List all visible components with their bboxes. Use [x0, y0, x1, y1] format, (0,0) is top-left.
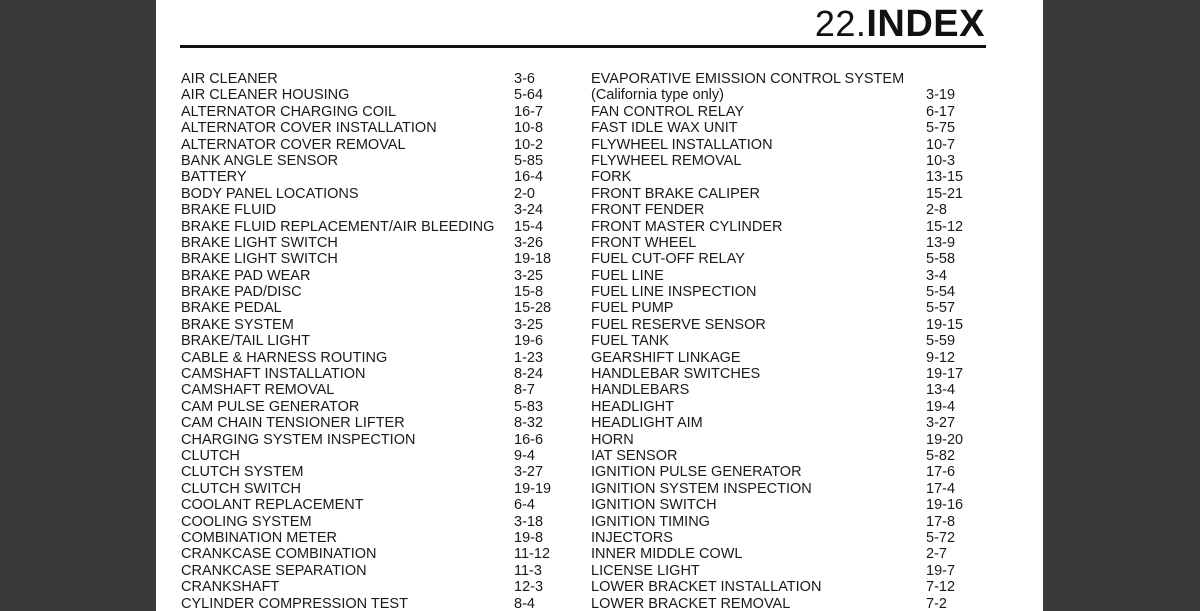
index-page-ref: 17-8 [926, 513, 956, 530]
page-title [815, 2, 985, 46]
index-page-ref: 5-58 [926, 251, 956, 268]
index-entry [181, 71, 561, 87]
index-entry [181, 399, 561, 415]
index-entry [181, 153, 561, 169]
index-entry [181, 251, 561, 267]
index-page-ref: 7-2 [926, 595, 947, 611]
index-page-ref: 8-32 [514, 415, 544, 432]
index-page-ref: 3-18 [514, 513, 544, 530]
index-entry [591, 120, 971, 136]
index-term: CAMSHAFT REMOVAL [181, 382, 335, 399]
index-page-ref: 19-8 [514, 529, 544, 546]
index-entry [591, 481, 971, 497]
index-entry [181, 317, 561, 333]
index-page-ref: 5-85 [514, 152, 544, 169]
index-term: FRONT FENDER [591, 202, 705, 219]
index-page-ref: 2-7 [926, 546, 947, 563]
index-page-ref: 3-4 [926, 267, 947, 284]
index-entry [591, 268, 971, 284]
index-entry [181, 579, 561, 595]
index-entry [181, 235, 561, 251]
index-term: FLYWHEEL REMOVAL [591, 152, 742, 169]
title-rule [180, 45, 986, 48]
index-term: GEARSHIFT LINKAGE [591, 349, 741, 366]
index-term: CRANKCASE SEPARATION [181, 562, 367, 579]
index-page-ref: 3-24 [514, 202, 544, 219]
index-entry [591, 546, 971, 562]
index-page-ref: 3-26 [514, 234, 544, 251]
index-term: CLUTCH SYSTEM [181, 464, 304, 481]
index-entry [591, 104, 971, 120]
index-term: FAN CONTROL RELAY [591, 103, 745, 120]
index-entry [181, 481, 561, 497]
index-page-ref: 3-25 [514, 267, 544, 284]
index-entry [181, 350, 561, 366]
index-term: LOWER BRACKET INSTALLATION [591, 579, 822, 596]
index-page-ref: 3-25 [514, 316, 544, 333]
index-term: HEADLIGHT [591, 398, 674, 415]
index-page-ref: 12-3 [514, 579, 544, 596]
index-term: CRANKSHAFT [181, 579, 280, 596]
index-entry [181, 137, 561, 153]
index-page-ref: 11-3 [514, 562, 542, 579]
index-entry [591, 202, 971, 218]
index-entry [591, 579, 971, 595]
index-term: CAMSHAFT INSTALLATION [181, 366, 366, 383]
index-term: HORN [591, 431, 634, 448]
index-term: CHARGING SYSTEM INSPECTION [181, 431, 416, 448]
index-page-ref: 9-4 [514, 447, 535, 464]
index-page-ref: 19-4 [926, 398, 956, 415]
index-page-ref: 5-54 [926, 284, 956, 301]
index-page-ref: 5-75 [926, 120, 956, 137]
index-entry [181, 464, 561, 480]
index-entry [181, 432, 561, 448]
index-entry [591, 399, 971, 415]
index-page-ref: 10-2 [514, 136, 544, 153]
index-page-ref: 1-23 [514, 349, 544, 366]
index-entry [181, 448, 561, 464]
index-term: INNER MIDDLE COWL [591, 546, 743, 563]
index-term: CRANKCASE COMBINATION [181, 546, 377, 563]
index-page-ref: 15-28 [514, 300, 552, 317]
index-term: BRAKE FLUID REPLACEMENT/AIR BLEEDING [181, 218, 495, 235]
index-page-ref: 8-4 [514, 595, 535, 611]
index-entry [591, 350, 971, 366]
index-entry [591, 563, 971, 579]
index-term: AIR CLEANER HOUSING [181, 87, 350, 104]
index-term: ALTERNATOR COVER REMOVAL [181, 136, 406, 153]
index-entry [181, 219, 561, 235]
index-entry [591, 432, 971, 448]
index-page-ref: 9-12 [926, 349, 956, 366]
index-term: CLUTCH SWITCH [181, 480, 302, 497]
index-term: IAT SENSOR [591, 447, 678, 464]
index-term: INJECTORS [591, 529, 673, 546]
index-term: AIR CLEANER [181, 71, 278, 87]
index-page-ref: 11-12 [514, 546, 551, 563]
index-entry [181, 546, 561, 562]
index-page-ref: 5-83 [514, 398, 544, 415]
index-entry [181, 268, 561, 284]
index-page-ref: 16-7 [514, 103, 544, 120]
index-entry [591, 514, 971, 530]
index-term: HEADLIGHT AIM [591, 415, 703, 432]
document-page [156, 0, 1043, 611]
index-entry [591, 530, 971, 546]
chapter-title: INDEX [866, 3, 985, 45]
index-page-ref: 3-19 [926, 87, 956, 104]
index-page-ref: 15-12 [926, 218, 964, 235]
index-entry [591, 71, 971, 87]
index-page-ref: 15-21 [926, 185, 964, 202]
index-page-ref: 3-27 [514, 464, 544, 481]
index-entry [591, 87, 971, 103]
index-entry [181, 530, 561, 546]
index-page-ref: 13-4 [926, 382, 956, 399]
index-page-ref: 15-8 [514, 284, 544, 301]
index-entry [181, 104, 561, 120]
index-term: BRAKE/TAIL LIGHT [181, 333, 310, 350]
index-term: LOWER BRACKET REMOVAL [591, 595, 791, 611]
index-term: FAST IDLE WAX UNIT [591, 120, 738, 137]
index-term: BRAKE LIGHT SWITCH [181, 251, 338, 268]
index-entry [181, 366, 561, 382]
index-term: BRAKE LIGHT SWITCH [181, 234, 338, 251]
index-entry [591, 235, 971, 251]
index-page-ref: 8-7 [514, 382, 535, 399]
index-entry [591, 251, 971, 267]
index-page-ref: 3-27 [926, 415, 956, 432]
index-term: (California type only) [591, 87, 724, 104]
index-page-ref: 10-7 [926, 136, 956, 153]
index-entry [591, 596, 971, 611]
index-term: CABLE & HARNESS ROUTING [181, 349, 388, 366]
index-term: CLUTCH [181, 447, 240, 464]
index-entry [181, 596, 561, 611]
index-term: BATTERY [181, 169, 247, 186]
index-entry [591, 333, 971, 349]
index-term: ALTERNATOR COVER INSTALLATION [181, 120, 437, 137]
index-term: FUEL LINE INSPECTION [591, 284, 757, 301]
index-page-ref: 16-6 [514, 431, 544, 448]
index-term: BRAKE SYSTEM [181, 316, 294, 333]
index-term: CAM CHAIN TENSIONER LIFTER [181, 415, 405, 432]
index-term: FUEL CUT-OFF RELAY [591, 251, 745, 268]
index-entry [591, 169, 971, 185]
index-page-ref: 8-24 [514, 366, 544, 383]
index-term: FRONT MASTER CYLINDER [591, 218, 783, 235]
index-page-ref: 5-57 [926, 300, 956, 317]
index-entry [181, 514, 561, 530]
index-entry [591, 137, 971, 153]
index-entry [181, 300, 561, 316]
index-entry [181, 202, 561, 218]
index-page-ref: 19-19 [514, 480, 552, 497]
index-term: FRONT WHEEL [591, 234, 697, 251]
index-entry [181, 87, 561, 103]
index-page-ref: 19-18 [514, 251, 552, 268]
index-column-right [591, 71, 971, 611]
index-page-ref: 6-17 [926, 103, 956, 120]
index-entry [591, 448, 971, 464]
index-page-ref: 7-12 [926, 579, 956, 596]
index-term: BODY PANEL LOCATIONS [181, 185, 359, 202]
index-term: ALTERNATOR CHARGING COIL [181, 103, 397, 120]
index-page-ref: 2-0 [514, 185, 535, 202]
index-page-ref: 10-3 [926, 152, 956, 169]
index-term: FUEL LINE [591, 267, 664, 284]
index-entry [591, 464, 971, 480]
index-entry [181, 120, 561, 136]
index-page-ref: 17-4 [926, 480, 956, 497]
index-page-ref: 17-6 [926, 464, 956, 481]
index-term: EVAPORATIVE EMISSION CONTROL SYSTEM [591, 71, 905, 87]
index-page-ref: 5-82 [926, 447, 956, 464]
index-term: FORK [591, 169, 632, 186]
index-page-ref: 6-4 [514, 497, 535, 514]
index-page-ref: 19-7 [926, 562, 956, 579]
index-page-ref: 16-4 [514, 169, 544, 186]
index-entry [591, 415, 971, 431]
index-entry [181, 563, 561, 579]
index-term: IGNITION SWITCH [591, 497, 717, 514]
index-page-ref: 19-17 [926, 366, 964, 383]
index-term: FRONT BRAKE CALIPER [591, 185, 760, 202]
index-entry [181, 497, 561, 513]
index-entry [181, 284, 561, 300]
index-page-ref: 19-15 [926, 316, 964, 333]
index-term: FUEL TANK [591, 333, 669, 350]
index-term: CAM PULSE GENERATOR [181, 398, 360, 415]
index-entry [591, 300, 971, 316]
index-term: BRAKE FLUID [181, 202, 277, 219]
index-entry [181, 186, 561, 202]
index-page-ref: 13-9 [926, 234, 956, 251]
index-entry [591, 219, 971, 235]
index-page-ref: 19-16 [926, 497, 964, 514]
index-page-ref: 19-6 [514, 333, 544, 350]
index-term: COOLING SYSTEM [181, 513, 312, 530]
index-term: COOLANT REPLACEMENT [181, 497, 364, 514]
index-entry [591, 284, 971, 300]
index-entry [591, 382, 971, 398]
index-entry [591, 317, 971, 333]
index-entry [181, 415, 561, 431]
index-term: HANDLEBAR SWITCHES [591, 366, 761, 383]
index-entry [181, 382, 561, 398]
index-term: BRAKE PAD/DISC [181, 284, 302, 301]
chapter-number: 22. [814, 3, 867, 44]
index-page-ref: 13-15 [926, 169, 964, 186]
index-column-left [181, 71, 561, 611]
index-term: CYLINDER COMPRESSION TEST [181, 595, 408, 611]
index-term: IGNITION SYSTEM INSPECTION [591, 480, 812, 497]
index-term: COMBINATION METER [181, 529, 338, 546]
index-term: IGNITION TIMING [591, 513, 710, 530]
index-term: BRAKE PAD WEAR [181, 267, 311, 284]
index-entry [591, 497, 971, 513]
index-term: LICENSE LIGHT [591, 562, 700, 579]
index-page-ref: 2-8 [926, 202, 947, 219]
index-term: BANK ANGLE SENSOR [181, 152, 339, 169]
index-page-ref: 3-6 [514, 71, 535, 87]
index-entry [591, 186, 971, 202]
index-term: FUEL PUMP [591, 300, 674, 317]
index-page-ref: 15-4 [514, 218, 544, 235]
index-term: FUEL RESERVE SENSOR [591, 316, 766, 333]
index-entry [181, 333, 561, 349]
index-page-ref: 19-20 [926, 431, 964, 448]
index-entry [591, 153, 971, 169]
index-page-ref: 10-8 [514, 120, 544, 137]
index-entry [591, 366, 971, 382]
index-term: FLYWHEEL INSTALLATION [591, 136, 773, 153]
index-term: HANDLEBARS [591, 382, 690, 399]
index-term: BRAKE PEDAL [181, 300, 282, 317]
index-entry [181, 169, 561, 185]
index-page-ref: 5-59 [926, 333, 956, 350]
index-page-ref: 5-72 [926, 529, 956, 546]
index-term: IGNITION PULSE GENERATOR [591, 464, 802, 481]
index-page-ref: 5-64 [514, 87, 544, 104]
